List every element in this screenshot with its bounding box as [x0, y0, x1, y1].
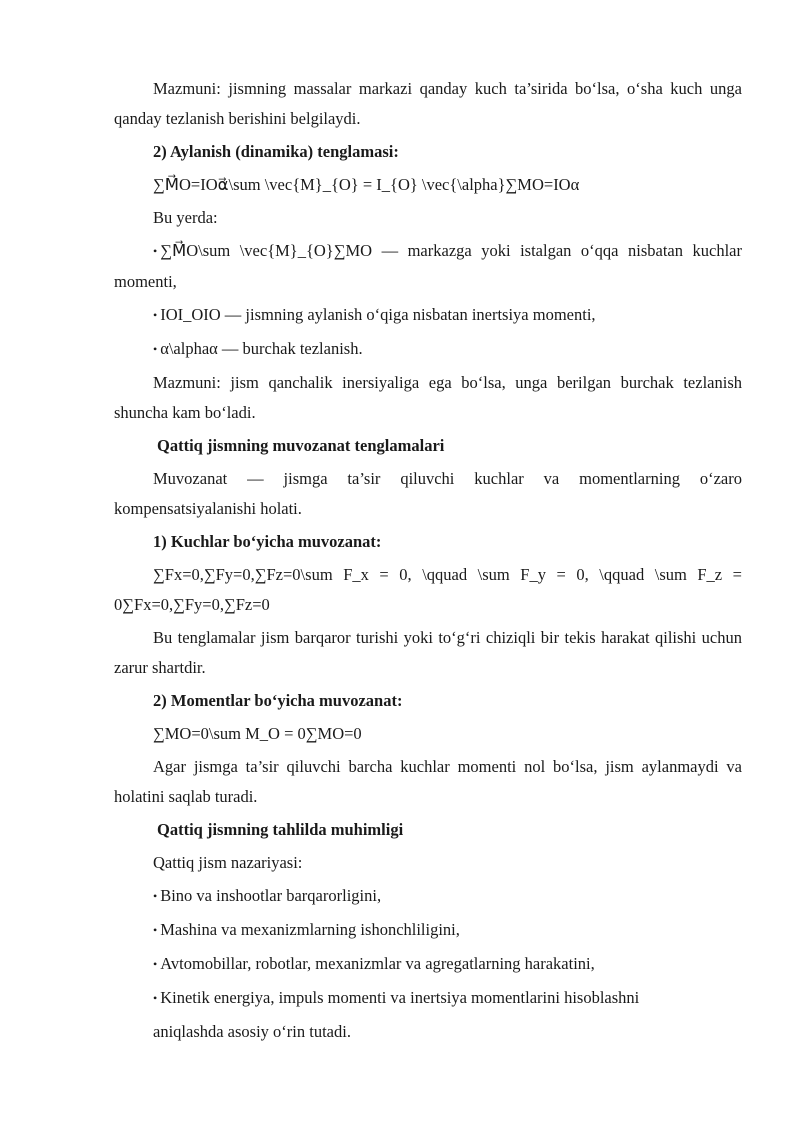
paragraph-tenglamalar: Bu tenglamalar jism barqaror turishi yoki to‘g‘ri chiziqli bir tekis harakat qilishi uchun zarur shartdir.	[114, 628, 742, 677]
heading-momentlar: 2) Momentlar bo‘yicha muvozanat:	[153, 691, 403, 710]
bullet-icon: •	[153, 308, 158, 322]
heading-aylanish: 2) Aylanish (dinamika) tenglamasi:	[153, 142, 399, 161]
equation-momentlar: ∑MO=0\sum M_O = 0∑MO=0	[153, 724, 362, 743]
paragraph-mazmuni-2: Mazmuni: jism qanchalik inersiyaliga ega bo‘lsa, unga berilgan burchak tezlanish shuncha kam bo‘ladi.	[114, 373, 742, 422]
bullet-alpha-text: α\alphaα — burchak tezlanish.	[160, 339, 363, 358]
bullet-mashina	[114, 915, 742, 946]
bullet-bino-text: Bino va inshootlar barqarorligini,	[160, 886, 382, 905]
text-bu-yerda: Bu yerda:	[153, 208, 218, 227]
heading-muvozanat: Qattiq jismning muvozanat tenglamalari	[157, 436, 445, 455]
bullet-kinetik	[114, 983, 742, 1014]
document-body	[114, 74, 742, 1050]
bullet-avto	[114, 949, 742, 980]
bullet-inertia-text: IOI_OIO — jismning aylanish o‘qiga nisbatan inertsiya momenti,	[160, 305, 596, 324]
bullet-icon: •	[153, 342, 158, 356]
bullet-icon: •	[153, 244, 158, 258]
bullet-icon: •	[153, 889, 158, 903]
bullet-icon: •	[153, 991, 158, 1005]
bullet-bino	[114, 881, 742, 912]
heading-tahlil: Qattiq jismning tahlilda muhimligi	[157, 820, 404, 839]
bullet-alpha	[114, 334, 742, 365]
bullet-avto-text: Avtomobillar, robotlar, mexanizmlar va agregatlarning harakatini,	[160, 954, 595, 973]
bullet-kinetik-text: Kinetik energiya, impuls momenti va inertsiya momentlarini hisoblashni	[160, 988, 640, 1007]
bullet-mashina-text: Mashina va mexanizmlarning ishonchliligini,	[160, 920, 460, 939]
paragraph-mazmuni-1: Mazmuni: jismning massalar markazi qanday kuch ta’sirida bo‘lsa, o‘sha kuch unga qanday tezlanish berishini belgilaydi.	[114, 79, 742, 128]
paragraph-agar: Agar jismga ta’sir qiluvchi barcha kuchlar momenti nol bo‘lsa, jism aylanmaydi va holatini saqlab turadi.	[114, 757, 742, 806]
bullet-moment-text: ∑M⃗O\sum \vec{M}_{O}∑MO — markazga yoki istalgan o‘qqa nisbatan kuchlar momenti,	[114, 241, 742, 291]
paragraph-muvozanat: Muvozanat — jismga ta’sir qiluvchi kuchlar va momentlarning o‘zaro kompensatsiyalanishi holati.	[114, 469, 742, 518]
bullet-moment	[114, 236, 742, 297]
heading-kuchlar: 1) Kuchlar bo‘yicha muvozanat:	[153, 532, 382, 551]
bullet-icon: •	[153, 957, 158, 971]
equation-aylanish: ∑M⃗O=IOα⃗\sum \vec{M}_{O} = I_{O} \vec{\alpha}∑MO=IOα	[153, 175, 580, 194]
text-tail: aniqlashda asosiy o‘rin tutadi.	[153, 1022, 351, 1041]
bullet-icon: •	[153, 923, 158, 937]
bullet-inertia	[114, 300, 742, 331]
equation-kuchlar: ∑Fx=0,∑Fy=0,∑Fz=0\sum F_x = 0, \qquad \sum F_y = 0, \qquad \sum F_z = 0∑Fx=0,∑Fy=0,∑Fz=0	[114, 565, 742, 614]
text-nazariya: Qattiq jism nazariyasi:	[153, 853, 303, 872]
